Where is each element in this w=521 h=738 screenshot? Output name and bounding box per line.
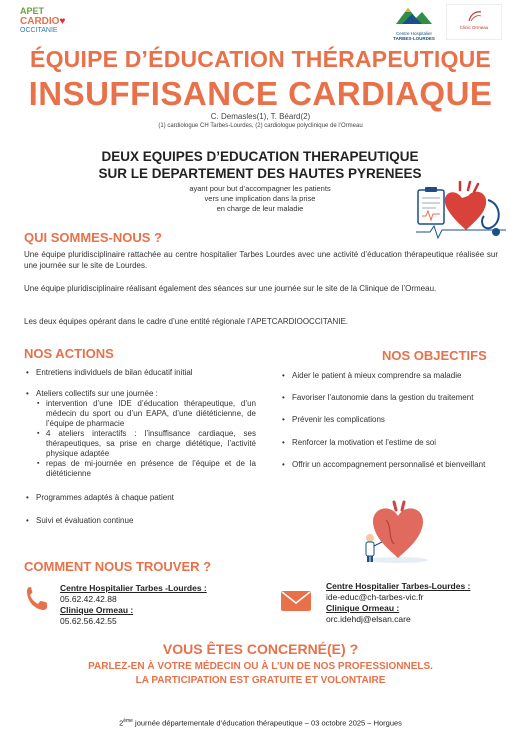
tarbes-logo-line2: TARBES-LOURDES — [393, 36, 435, 41]
list-item: • Entretiens individuels de bilan éducatif initial — [24, 368, 256, 379]
section-title-qui: QUI SOMMES-NOUS ? — [24, 230, 162, 245]
footer-text: journée départementale d’éducation thérapeutique – 03 octobre 2025 – Horgues — [132, 718, 402, 728]
section-title-actions: NOS ACTIONS — [24, 346, 114, 361]
mountain-icon — [394, 4, 434, 26]
intro-heading — [60, 148, 460, 182]
mail-icon — [280, 590, 312, 612]
phone-icon — [26, 585, 48, 611]
intro-subtitle — [160, 184, 360, 214]
intro-sub-line3: en charge de leur maladie — [216, 204, 304, 213]
section-title-contact: COMMENT NOUS TROUVER ? — [24, 559, 212, 574]
tarbes-logo-line1: Centre Hospitalier — [395, 31, 432, 36]
heart-clipboard-illustration — [410, 180, 510, 242]
authors: C. Demasles(1), T. Béard(2) — [210, 112, 311, 121]
qui-paragraph-1: Une équipe pluridisciplinaire rattachée au centre hospitalier Tarbes Lourdes avec une activité d’éducation thérapeutique réalisée sur une journée sur le site de Lourdes. — [24, 250, 498, 270]
list-item: ▪ repas de mi-journée en présence de l’équipe et de la diététicienne — [36, 459, 256, 479]
actions-list — [24, 368, 256, 526]
section-title-objectifs: NOS OBJECTIFS — [382, 348, 487, 363]
phone-contacts — [60, 583, 260, 627]
intro-heading-line2: SUR LE DEPARTEMENT DES HAUTES PYRENEES — [98, 166, 422, 181]
mail-name-ch: Centre Hospitalier Tarbes-Lourdes : — [326, 581, 471, 591]
phone-name-ormeau: Clinique Ormeau : — [60, 605, 134, 615]
cta-line2: LA PARTICIPATION EST GRATUITE ET VOLONTAIRE — [135, 675, 386, 686]
phone-value-ormeau[interactable]: 05.62.56.42.55 — [60, 616, 117, 626]
title-line1: ÉQUIPE D’ÉDUCATION THÉRAPEUTIQUE — [30, 46, 491, 72]
cta-title: VOUS ÊTES CONCERNÉ(E) ? — [162, 641, 359, 657]
logo-apet-line1: APET — [20, 6, 45, 16]
mail-name-ormeau: Clinique Ormeau : — [326, 603, 400, 613]
list-item: • Favoriser l’autonomie dans la gestion du traitement — [280, 393, 496, 404]
clinique-ormeau-logo — [446, 4, 502, 40]
footer-number: 2 — [119, 718, 124, 728]
tarbes-lourdes-logo — [386, 4, 442, 40]
mail-contacts — [326, 581, 516, 625]
footer-superscript: ème — [123, 718, 133, 724]
mail-value-ormeau[interactable]: orc.idehdj@elsan.care — [326, 614, 411, 624]
affiliations: (1) cardiologue CH Tarbes-Lourdes, (2) cardiologue polyclinique de l’Ormeau — [158, 123, 363, 129]
cta-line1: PARLEZ-EN À VOTRE MÉDECIN OU À L’UN DE NOS PROFESSIONNELS. — [88, 661, 433, 672]
logo-apet-line2: CARDIO♥ — [20, 16, 66, 27]
list-item: • Programmes adaptés à chaque patient — [24, 493, 256, 504]
ormeau-logo-text: Clinic Ormeau — [459, 25, 489, 30]
list-item: • Aider le patient à mieux comprendre sa maladie — [280, 371, 496, 382]
list-item: • Offrir un accompagnement personnalisé et bienveillant — [280, 460, 496, 471]
mail-value-ch[interactable]: ide-educ@ch-tarbes-vic.fr — [326, 592, 424, 602]
cta-text — [0, 660, 521, 688]
intro-heading-line1: DEUX EQUIPES D’EDUCATION THERAPEUTIQUE — [101, 149, 419, 164]
title-line2: INSUFFISANCE CARDIAQUE — [28, 75, 493, 112]
list-item: ▪ intervention d’une IDE d’éducation thérapeutique, d’un médecin du sport ou d’un EAPA, d’une diététicienne, de l’équipe de pharmacie — [36, 399, 256, 429]
footer — [0, 718, 521, 728]
logo-apet-line3: OCCITANIE — [20, 27, 58, 34]
ormeau-swoosh-icon — [467, 9, 483, 23]
apet-cardio-logo — [20, 6, 64, 42]
list-item: • Suivi et évaluation continue — [24, 516, 256, 527]
objectifs-list — [280, 371, 496, 471]
list-item: ▪ 4 ateliers interactifs : l’insuffisance cardiaque, ses thérapeutiques, sa prise en charge diététique, l’activité physique adaptée — [36, 429, 256, 459]
list-item: • Renforcer la motivation et l’estime de soi — [280, 438, 496, 449]
intro-sub-line1: ayant pour but d’accompagner les patients — [189, 184, 331, 193]
qui-paragraph-3: Les deux équipes opérant dans le cadre d’une entité régionale l’APETCARDIOOCCITANIE. — [24, 317, 349, 326]
phone-name-ch: Centre Hospitalier Tarbes -Lourdes : — [60, 583, 207, 593]
list-item: • Prévenir les complications — [280, 415, 496, 426]
heart-icon: ♥ — [59, 16, 66, 27]
qui-paragraph-2: Une équipe pluridisciplinaire réalisant également des séances sur une journée sur le site de la Clinique de l’Ormeau. — [24, 284, 437, 293]
intro-sub-line2: vers une implication dans la prise — [204, 194, 316, 203]
phone-value-ch[interactable]: 05.62.42.42.88 — [60, 594, 117, 604]
list-item: • Ateliers collectifs sur une journée : — [24, 389, 256, 400]
heart-doctor-illustration — [358, 500, 438, 564]
